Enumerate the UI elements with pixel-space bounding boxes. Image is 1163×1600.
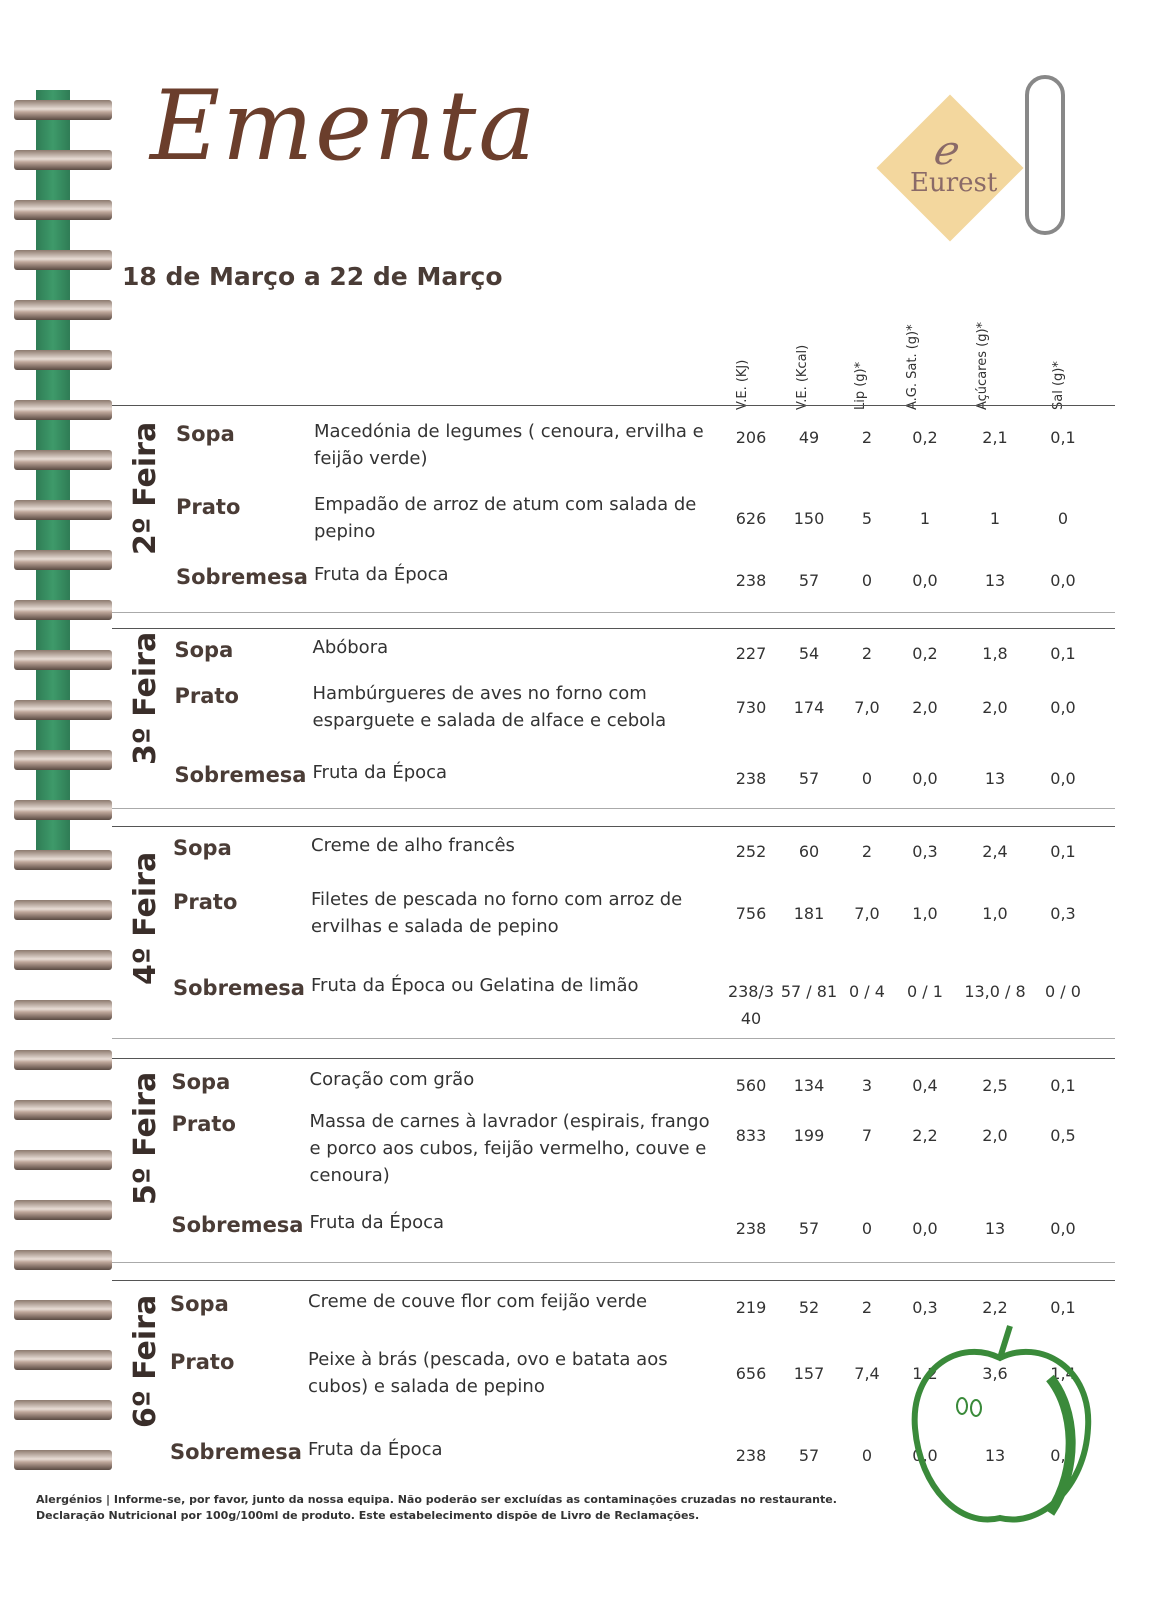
nutrition-value: 2 bbox=[861, 1298, 873, 1317]
nutrition-value: 3 bbox=[861, 1076, 873, 1095]
menu-category: Prato bbox=[170, 1350, 235, 1374]
nutrition-value: 150 bbox=[793, 509, 825, 528]
menu-category: Sopa bbox=[171, 1070, 231, 1094]
nutrition-value: 730 bbox=[735, 698, 767, 717]
menu-category: Sobremesa bbox=[173, 976, 305, 1000]
binding-ring bbox=[14, 200, 112, 220]
nutrition-value: 656 bbox=[735, 1364, 767, 1383]
column-header: A.G. Sat. (g)* bbox=[905, 324, 920, 410]
binding-ring bbox=[14, 1450, 112, 1470]
row-divider bbox=[112, 808, 1115, 809]
menu-dish: Fruta da Época ou Gelatina de limão bbox=[311, 975, 639, 996]
binding-ring bbox=[14, 550, 112, 570]
menu-dish: Coração com grão bbox=[309, 1069, 475, 1090]
menu-dish: Abóbora bbox=[312, 637, 389, 658]
nutrition-value: 1,0 bbox=[912, 904, 938, 923]
row-divider bbox=[112, 1280, 1115, 1281]
nutrition-value: 0,0 bbox=[912, 1446, 938, 1465]
nutrition-value: 238 bbox=[735, 1219, 767, 1238]
nutrition-value: 0,1 bbox=[1050, 1298, 1076, 1317]
menu-dish: Massa de carnes à lavrador (espirais, frango e porco aos cubos, feijão vermelho, couve e cenoura) bbox=[309, 1111, 710, 1186]
menu-category: Sobremesa bbox=[171, 1213, 304, 1237]
menu-category: Sopa bbox=[176, 422, 235, 446]
nutrition-value: 238 bbox=[735, 1446, 767, 1465]
row-divider bbox=[112, 628, 1115, 629]
menu-category: Sobremesa bbox=[176, 565, 308, 589]
menu-category: Prato bbox=[171, 1112, 236, 1136]
binding-ring bbox=[14, 850, 112, 870]
menu-category: Prato bbox=[174, 684, 239, 708]
binding-ring bbox=[14, 1150, 112, 1170]
footer-notes bbox=[36, 1492, 837, 1524]
menu-dish: Fruta da Época bbox=[314, 564, 449, 585]
nutrition-value: 2 bbox=[861, 644, 873, 663]
nutrition-value: 7,0 bbox=[854, 698, 880, 717]
nutrition-value: 2,2 bbox=[912, 1126, 938, 1145]
menu-dish: Creme de alho francês bbox=[311, 835, 515, 856]
column-header: V.E. (KJ) bbox=[735, 359, 750, 410]
nutrition-value: 1,0 bbox=[982, 904, 1008, 923]
nutrition-value: 227 bbox=[735, 644, 767, 663]
column-header: V.E. (Kcal) bbox=[795, 344, 810, 410]
nutrition-value: 1,4 bbox=[1050, 1364, 1076, 1383]
nutrition-value: 181 bbox=[793, 904, 825, 923]
logo-brand: Eurest bbox=[910, 168, 998, 198]
nutrition-value: 13 bbox=[984, 769, 1006, 788]
binding-ring bbox=[14, 1350, 112, 1370]
date-range: 18 de Março a 22 de Março bbox=[122, 262, 503, 291]
binding-ring bbox=[14, 1100, 112, 1120]
binding-ring bbox=[14, 1050, 112, 1070]
nutrition-value: 206 bbox=[735, 428, 767, 447]
nutrition-value: 60 bbox=[798, 842, 820, 861]
menu-category: Sopa bbox=[174, 638, 234, 662]
nutrition-value: 54 bbox=[798, 644, 820, 663]
binding-ring bbox=[14, 1250, 112, 1270]
row-divider bbox=[112, 405, 1115, 406]
nutrition-value: 2 bbox=[861, 842, 873, 861]
paperclip-icon bbox=[1025, 75, 1065, 235]
nutrition-value: 0,0 bbox=[1050, 769, 1076, 788]
column-header: Sal (g)* bbox=[1051, 361, 1066, 410]
nutrition-value: 52 bbox=[798, 1298, 820, 1317]
nutrition-value: 2,0 bbox=[982, 1126, 1008, 1145]
nutrition-value: 2,0 bbox=[982, 698, 1008, 717]
menu-dish: Creme de couve flor com feijão verde bbox=[308, 1291, 648, 1312]
nutrition-value: 1,2 bbox=[912, 1364, 938, 1383]
footer-nutrition: Declaração Nutricional por 100g/100ml de produto. Este estabelecimento dispõe de Livro de Reclamações. bbox=[36, 1509, 700, 1522]
nutrition-value: 2,1 bbox=[982, 428, 1008, 447]
menu-category: Sopa bbox=[170, 1292, 229, 1316]
binding-ring bbox=[14, 250, 112, 270]
nutrition-value: 0 / 0 bbox=[1045, 982, 1081, 1001]
nutrition-value: 0 bbox=[1057, 509, 1069, 528]
binding-ring bbox=[14, 600, 112, 620]
footer-allergens: Alergénios | Informe-se, por favor, junto da nossa equipa. Não poderão ser excluídas as contaminações cruzadas no restaurante. bbox=[36, 1493, 837, 1506]
nutrition-value: 2,5 bbox=[982, 1076, 1008, 1095]
logo-glyph: ℯ bbox=[932, 128, 956, 174]
row-divider bbox=[112, 826, 1115, 827]
menu-category: Sobremesa bbox=[174, 763, 307, 787]
row-divider bbox=[112, 1038, 1115, 1039]
nutrition-value: 1 bbox=[919, 509, 931, 528]
nutrition-value: 560 bbox=[735, 1076, 767, 1095]
menu-category: Sobremesa bbox=[170, 1440, 302, 1464]
nutrition-value: 57 bbox=[798, 769, 820, 788]
nutrition-value: 238/3 40 bbox=[727, 982, 775, 1028]
nutrition-value: 0,0 bbox=[1050, 1446, 1076, 1465]
binding-ring bbox=[14, 450, 112, 470]
nutrition-value: 0 bbox=[861, 571, 873, 590]
nutrition-value: 7 bbox=[861, 1126, 873, 1145]
nutrition-value: 0,4 bbox=[912, 1076, 938, 1095]
nutrition-value: 157 bbox=[793, 1364, 825, 1383]
nutrition-value: 199 bbox=[793, 1126, 825, 1145]
binding-ring bbox=[14, 1000, 112, 1020]
menu-dish: Filetes de pescada no forno com arroz de ervilhas e salada de pepino bbox=[311, 889, 683, 937]
nutrition-value: 0 bbox=[861, 1446, 873, 1465]
nutrition-value: 833 bbox=[735, 1126, 767, 1145]
binding-ring bbox=[14, 1300, 112, 1320]
nutrition-value: 0,3 bbox=[1050, 904, 1076, 923]
nutrition-value: 57 bbox=[798, 571, 820, 590]
nutrition-value: 0,0 bbox=[1050, 1219, 1076, 1238]
nutrition-value: 0,0 bbox=[912, 769, 938, 788]
page-title: Ementa bbox=[150, 70, 538, 182]
nutrition-value: 0,0 bbox=[1050, 698, 1076, 717]
nutrition-value: 0,3 bbox=[912, 842, 938, 861]
nutrition-value: 0 bbox=[861, 1219, 873, 1238]
binding-ring bbox=[14, 1200, 112, 1220]
binding-ring bbox=[14, 900, 112, 920]
nutrition-value: 57 / 81 bbox=[780, 982, 838, 1001]
column-header: Açúcares (g)* bbox=[975, 321, 990, 410]
nutrition-value: 1 bbox=[989, 509, 1001, 528]
menu-dish: Hambúrgueres de aves no forno com esparguete e salada de alface e cebola bbox=[312, 683, 667, 731]
row-divider bbox=[112, 1262, 1115, 1263]
nutrition-value: 57 bbox=[798, 1219, 820, 1238]
nutrition-value: 756 bbox=[735, 904, 767, 923]
nutrition-value: 0,0 bbox=[912, 1219, 938, 1238]
nutrition-value: 0,1 bbox=[1050, 644, 1076, 663]
nutrition-value: 0,5 bbox=[1050, 1126, 1076, 1145]
nutrition-value: 238 bbox=[735, 769, 767, 788]
menu-category: Sopa bbox=[173, 836, 232, 860]
nutrition-value: 7,4 bbox=[854, 1364, 880, 1383]
nutrition-value: 49 bbox=[798, 428, 820, 447]
nutrition-value: 13 bbox=[984, 1446, 1006, 1465]
row-divider bbox=[112, 612, 1115, 613]
nutrition-value: 57 bbox=[798, 1446, 820, 1465]
binding-ring bbox=[14, 650, 112, 670]
menu-dish: Fruta da Época bbox=[312, 762, 448, 783]
menu-dish: Empadão de arroz de atum com salada de pepino bbox=[314, 494, 697, 542]
nutrition-value: 0 bbox=[861, 769, 873, 788]
apple-icon bbox=[900, 1318, 1100, 1538]
nutrition-value: 238 bbox=[735, 571, 767, 590]
nutrition-value: 13,0 / 8 bbox=[964, 982, 1026, 1001]
nutrition-value: 7,0 bbox=[854, 904, 880, 923]
nutrition-value: 0 / 4 bbox=[849, 982, 885, 1001]
binding-ring bbox=[14, 800, 112, 820]
nutrition-value: 219 bbox=[735, 1298, 767, 1317]
nutrition-value: 0,0 bbox=[912, 571, 938, 590]
binding-ring bbox=[14, 1400, 112, 1420]
nutrition-value: 2 bbox=[861, 428, 873, 447]
binding-ring bbox=[14, 750, 112, 770]
binding-ring bbox=[14, 300, 112, 320]
nutrition-value: 0,1 bbox=[1050, 1076, 1076, 1095]
nutrition-value: 3,6 bbox=[982, 1364, 1008, 1383]
column-header: Lip (g)* bbox=[853, 361, 868, 410]
nutrition-value: 0,0 bbox=[1050, 571, 1076, 590]
menu-category: Prato bbox=[176, 495, 241, 519]
binding-ring bbox=[14, 400, 112, 420]
eurest-logo bbox=[880, 98, 1020, 238]
menu-dish: Fruta da Época bbox=[308, 1439, 443, 1460]
nutrition-value: 0,3 bbox=[912, 1298, 938, 1317]
binding-ring bbox=[14, 700, 112, 720]
nutrition-value: 13 bbox=[984, 571, 1006, 590]
binding-ring bbox=[14, 350, 112, 370]
menu-category: Prato bbox=[173, 890, 238, 914]
nutrition-value: 2,4 bbox=[982, 842, 1008, 861]
nutrition-value: 0,2 bbox=[912, 428, 938, 447]
spiral-binding bbox=[14, 60, 114, 1460]
menu-dish: Fruta da Época bbox=[309, 1212, 445, 1233]
nutrition-value: 0 / 1 bbox=[907, 982, 943, 1001]
binding-ring bbox=[14, 100, 112, 120]
menu-dish: Macedónia de legumes ( cenoura, ervilha e feijão verde) bbox=[314, 421, 704, 469]
nutrition-value: 626 bbox=[735, 509, 767, 528]
nutrition-value: 174 bbox=[793, 698, 825, 717]
nutrition-value: 2,0 bbox=[912, 698, 938, 717]
binding-ring bbox=[14, 500, 112, 520]
nutrition-value: 0,2 bbox=[912, 644, 938, 663]
nutrition-value: 2,2 bbox=[982, 1298, 1008, 1317]
binding-ring bbox=[14, 150, 112, 170]
nutrition-value: 5 bbox=[861, 509, 873, 528]
nutrition-value: 252 bbox=[735, 842, 767, 861]
nutrition-value: 0,1 bbox=[1050, 842, 1076, 861]
nutrition-value: 0,1 bbox=[1050, 428, 1076, 447]
binding-ring bbox=[14, 950, 112, 970]
nutrition-value: 134 bbox=[793, 1076, 825, 1095]
nutrition-value: 13 bbox=[984, 1219, 1006, 1238]
row-divider bbox=[112, 1058, 1115, 1059]
nutrition-value: 1,8 bbox=[982, 644, 1008, 663]
menu-dish: Peixe à brás (pescada, ovo e batata aos cubos) e salada de pepino bbox=[308, 1349, 668, 1397]
